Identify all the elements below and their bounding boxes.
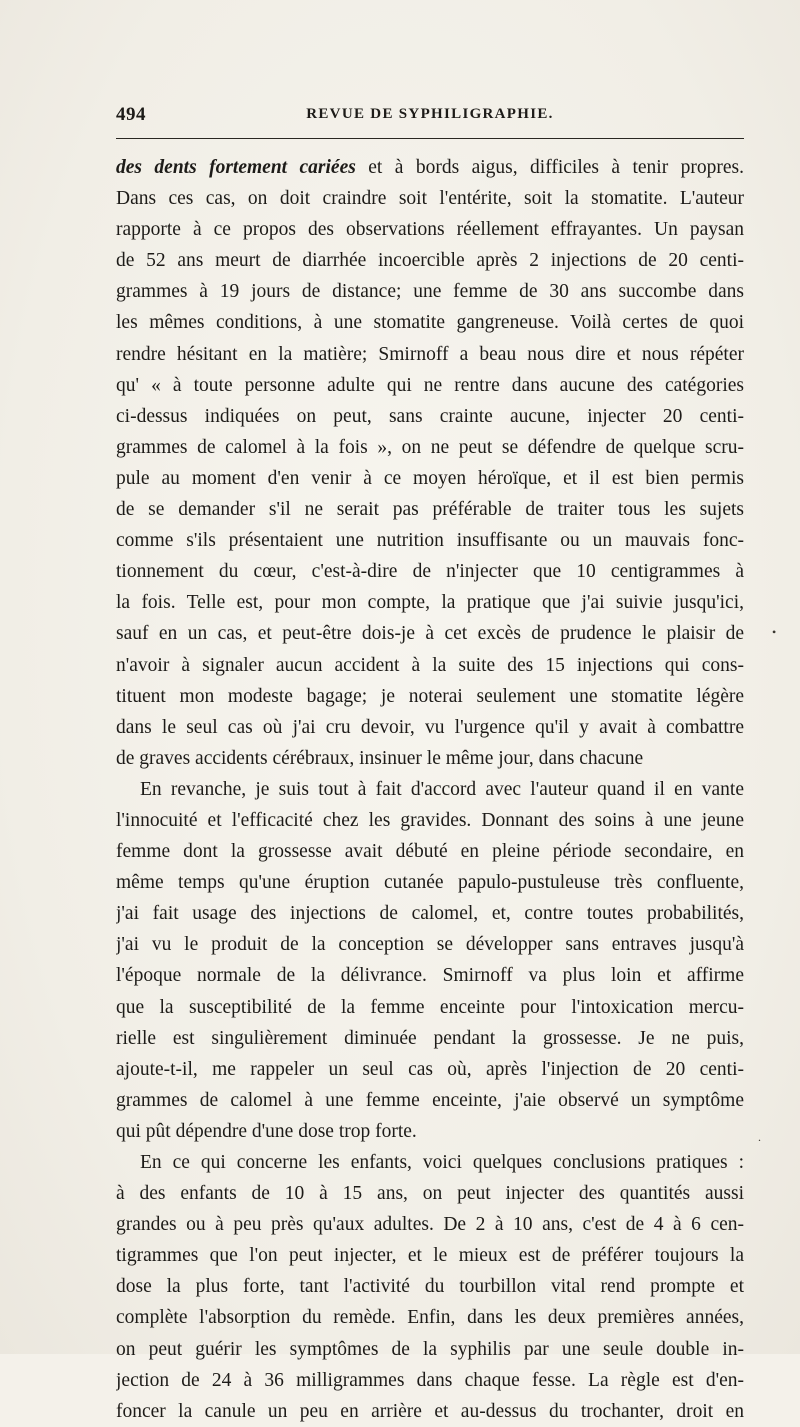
text-line: n'avoir à signaler aucun accident à la suite des 15 injections qui cons-	[116, 654, 744, 676]
paragraph-3	[116, 1147, 744, 1427]
text-line: jection de 24 à 36 milligrammes dans chaque fesse. La règle est d'en-	[116, 1369, 744, 1391]
text-line: j'ai vu le produit de la conception se développer sans entraves jusqu'à	[116, 934, 744, 956]
emphasized-phrase: des dents fortement cariées	[116, 157, 356, 178]
text-line: j'ai fait usage des injections de calomel, et, contre toutes probabilités,	[116, 903, 744, 925]
text-line: rendre hésitant en la matière; Smirnoff a beau nous dire et nous répéter	[116, 343, 744, 365]
text-line: tituent mon modeste bagage; je noterai seulement une stomatite légère	[116, 685, 744, 707]
page-number: 494	[116, 104, 146, 125]
paragraph-1	[116, 152, 744, 774]
text-line: dose la plus forte, tant l'activité du tourbillon vital rend prompte et	[116, 1276, 744, 1298]
text-line: foncer la canule un peu en arrière et au-dessus du trochanter, droit en	[116, 1400, 744, 1422]
text-line: qu' « à toute personne adulte qui ne rentre dans aucune des catégories	[116, 374, 744, 396]
paragraph-2	[116, 774, 744, 1147]
text-line: pule au moment d'en venir à ce moyen héroïque, et il est bien permis	[116, 467, 744, 489]
text-line: à des enfants de 10 à 15 ans, on peut injecter des quantités aussi	[116, 1183, 744, 1205]
text-line: tigrammes que l'on peut injecter, et le mieux est de préférer toujours la	[116, 1245, 744, 1267]
text-line: complète l'absorption du remède. Enfin, dans les deux premières années,	[116, 1307, 744, 1329]
text-line: les mêmes conditions, à une stomatite gangreneuse. Voilà certes de quoi	[116, 312, 744, 334]
text-line: de 52 ans meurt de diarrhée incoercible après 2 injections de 20 centi-	[116, 250, 744, 272]
running-head	[116, 104, 744, 128]
text-line: Dans ces cas, on doit craindre soit l'entérite, soit la stomatite. L'auteur	[116, 188, 744, 210]
text-line: tionnement du cœur, c'est-à-dire de n'injecter que 10 centigrammes à	[116, 561, 744, 583]
text-line: que la susceptibilité de la femme enceinte pour l'intoxication mercu-	[116, 996, 744, 1018]
text-line: femme dont la grossesse avait débuté en pleine période secondaire, en	[116, 841, 744, 863]
text-line: ajoute-t-il, me rappeler un seul cas où, après l'injection de 20 centi-	[116, 1058, 744, 1080]
text-line: En ce qui concerne les enfants, voici quelques conclusions pratiques :	[140, 1152, 744, 1173]
text-line: grammes à 19 jours de distance; une femme de 30 ans succombe dans	[116, 281, 744, 303]
text-line: même temps qu'une éruption cutanée papulo-pustuleuse très confluente,	[116, 872, 744, 894]
margin-dot-mark: .	[758, 1130, 761, 1144]
text-line: l'innocuité et l'efficacité chez les gravides. Donnant des soins à une jeune	[116, 809, 744, 831]
text-line: rapporte à ce propos des observations réellement effrayantes. Un paysan	[116, 219, 744, 241]
header-rule	[116, 138, 744, 139]
text-line: grammes de calomel à une femme enceinte, j'aie observé un symptôme	[116, 1089, 744, 1111]
text-line: En revanche, je suis tout à fait d'accord avec l'auteur quand il en vante	[140, 778, 744, 800]
text-line: grandes ou à peu près qu'aux adultes. De 2 à 10 ans, c'est de 4 à 6 cen-	[116, 1214, 744, 1236]
text-line: on peut guérir les symptômes de la syphilis par une seule double in-	[116, 1338, 744, 1360]
journal-title: REVUE DE SYPHILIGRAPHIE.	[306, 106, 554, 122]
text-line: dans le seul cas où j'ai cru devoir, vu l'urgence qu'il y avait à combattre	[116, 716, 744, 738]
text-line	[116, 152, 744, 183]
text-line: la fois. Telle est, pour mon compte, la pratique que j'ai suivie jusqu'ici,	[116, 592, 744, 614]
text-line: de graves accidents cérébraux, insinuer le même jour, dans chacune	[116, 747, 644, 769]
body-text	[116, 152, 744, 1427]
margin-dot-mark: •	[772, 625, 777, 639]
text-line: de se demander s'il ne serait pas préférable de traiter tous les sujets	[116, 499, 744, 521]
text-line: ci-dessus indiquées on peut, sans crainte aucune, injecter 20 centi-	[116, 405, 744, 427]
text-line: comme s'ils présentaient une nutrition insuffisante ou un mauvais fonc-	[116, 530, 744, 552]
text-line-rest: et à bords aigus, difficiles à tenir propres.	[355, 157, 744, 178]
text-line: grammes de calomel à la fois », on ne peut se défendre de quelque scru-	[116, 436, 744, 458]
text-line: l'époque normale de la délivrance. Smirnoff va plus loin et affirme	[116, 965, 744, 987]
text-line: rielle est singulièrement diminuée pendant la grossesse. Je ne puis,	[116, 1027, 744, 1049]
text-line: sauf en un cas, et peut-être dois-je à cet excès de prudence le plaisir de	[116, 623, 744, 645]
text-line: qui pût dépendre d'une dose trop forte.	[116, 1120, 417, 1142]
